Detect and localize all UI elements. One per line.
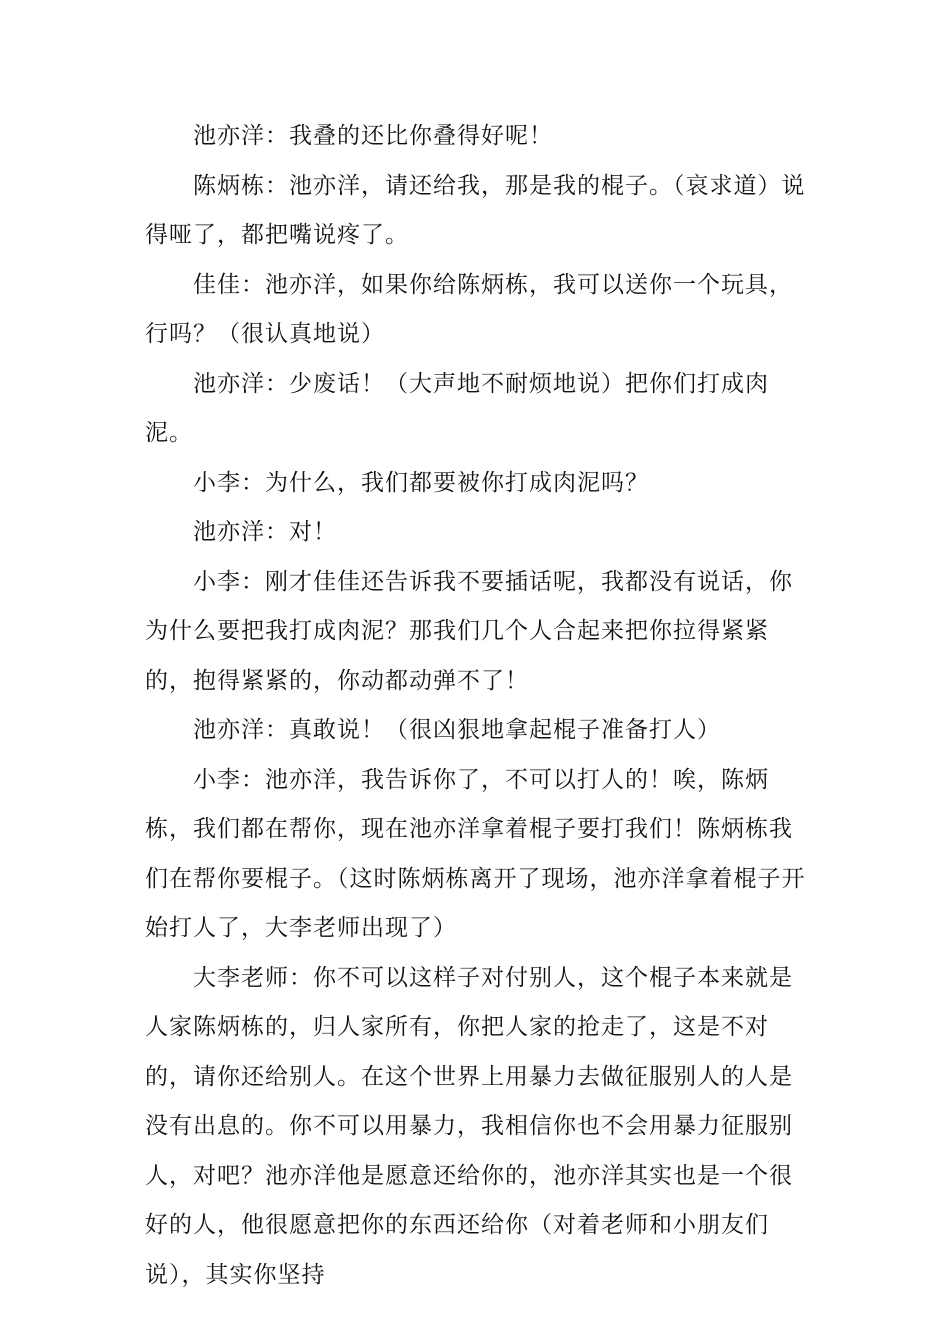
document-body <box>145 112 810 1300</box>
paragraph: 池亦洋：少废话！（大声地不耐烦地说）把你们打成肉泥。 <box>145 370 769 446</box>
paragraph: 小李：池亦洋，我告诉你了，不可以打人的！唉，陈炳栋，我们都在帮你，现在池亦洋拿着棍子要打我们！陈炳栋我们在帮你要棍子。（这时陈炳栋离开了现场，池亦洋拿着棍子开始打人了，大李老师出现了） <box>145 766 806 941</box>
paragraph: 池亦洋：我叠的还比你叠得好呢！ <box>193 123 553 149</box>
paragraph: 小李：为什么，我们都要被你打成肉泥吗？ <box>193 469 649 496</box>
paragraph: 小李：刚才佳佳还告诉我不要插话呢，我都没有说话，你为什么要把我打成肉泥？那我们几个人合起来把你拉得紧紧的，抱得紧紧的，你动都动弹不了！ <box>145 568 793 694</box>
paragraph: 大李老师：你不可以这样子对付别人，这个棍子本来就是人家陈炳栋的，归人家所有，你把人家的抢走了，这是不对的，请你还给别人。在这个世界上用暴力去做征服别人的人是没有出息的。你不可以用暴力，我相信你也不会用暴力征服别人，对吧？池亦洋他是愿意还给你的，池亦洋其实也是一个很好的人，他很愿意把你的东西还给你（对着老师和小朋友们说），其实你坚持 <box>145 964 793 1288</box>
paragraph: 陈炳栋：池亦洋，请还给我，那是我的棍子。（哀求道）说得哑了，都把嘴说疼了。 <box>145 172 806 248</box>
paragraph: 佳佳：池亦洋，如果你给陈炳栋，我可以送你一个玩具，行吗？（很认真地说） <box>145 271 793 347</box>
paragraph: 池亦洋：真敢说！（很凶狠地拿起棍子准备打人） <box>193 717 721 743</box>
paragraph: 池亦洋：对！ <box>193 519 337 545</box>
